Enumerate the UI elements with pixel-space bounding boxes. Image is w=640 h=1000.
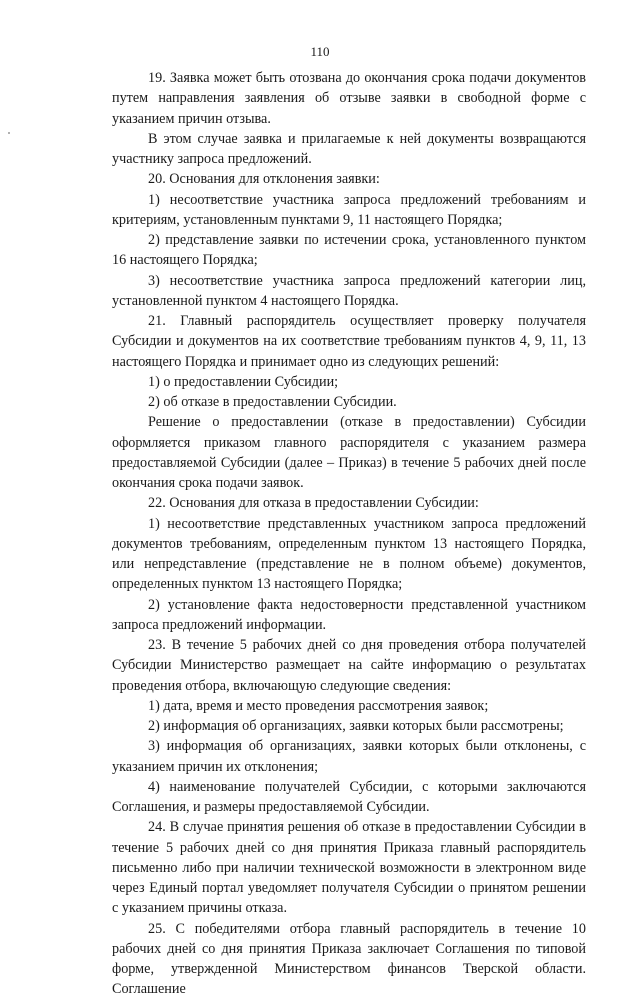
document-body [112, 68, 586, 1000]
paragraph-23-item-2: 2) информация об организациях, заявки которых были рассмотрены; [148, 718, 564, 734]
paragraph-22-item-1: 1) несоответствие представленных участником запроса предложений документов требованиям, определенным пунктом 13 настоящего Порядка, или непредставление (представление не в полном объеме) документов, определенных пунктом 13 настоящего Порядка; [112, 515, 586, 593]
paragraph-25: 25. С победителями отбора главный распорядитель в течение 10 рабочих дней со дня принятия Приказа заключает Соглашения по типовой форме, утвержденной Министерством финансов Тверской области. Соглашение [112, 920, 586, 998]
paragraph-21-item-2: 2) об отказе в предоставлении Субсидии. [148, 394, 397, 410]
paragraph-23-item-3: 3) информация об организациях, заявки которых были отклонены, с указанием причин их отклонения; [112, 738, 586, 775]
paragraph-21-item-1: 1) о предоставлении Субсидии; [148, 373, 339, 390]
paragraph-22-item-2: 2) установление факта недостоверности представленной участником запроса предложений информации. [112, 596, 586, 633]
paragraph-21-decision: Решение о предоставлении (отказе в предоставлении) Субсидии оформляется приказом главного распорядителя с указанием размера предоставляемой Субсидии (далее – Приказ) в течение 5 рабочих дней после окончания срока подачи заявок. [112, 414, 586, 491]
paragraph-20-item-2: 2) представление заявки по истечении срока, установленного пунктом 16 настоящего Порядка; [112, 232, 586, 269]
paragraph-20-item-3: 3) несоответствие участника запроса предложений категории лиц, установленной пунктом 4 настоящего Порядка. [112, 272, 586, 309]
paragraph-21: 21. Главный распорядитель осуществляет проверку получателя Субсидии и документов на их соответствие требованиям пунктов 4, 9, 11, 13 настоящего Порядка и принимает одно из следующих решений: [112, 313, 586, 370]
paragraph-20-heading: 20. Основания для отклонения заявки: [148, 171, 380, 188]
paragraph-19-return: В этом случае заявка и прилагаемые к ней документы возвращаются участнику запроса предложений. [112, 130, 586, 167]
paragraph-22-heading: 22. Основания для отказа в предоставлении Субсидии: [148, 495, 479, 512]
paragraph-23-item-1: 1) дата, время и место проведения рассмотрения заявок; [148, 697, 489, 714]
paragraph-24: 24. В случае принятия решения об отказе в предоставлении Субсидии в течение 5 рабочих дней со дня принятия Приказа главный распорядитель письменно либо при наличии технической возможности в электронном виде через Единый портал уведомляет получателя Субсидии о принятом решении с указанием причины отказа. [112, 819, 586, 917]
paragraph-19: 19. Заявка может быть отозвана до окончания срока подачи документов путем направления заявления об отзыве заявки в свободной форме с указанием причин отзыва. [112, 70, 586, 127]
page-number: 110 [310, 44, 330, 59]
paragraph-20-item-1: 1) несоответствие участника запроса предложений требованиям и критериям, установленным пунктами 9, 11 настоящего Порядка; [112, 191, 586, 228]
scan-speck [8, 132, 10, 134]
paragraph-23-item-4: 4) наименование получателей Субсидии, с которыми заключаются Соглашения, и размеры предоставляемой Субсидии. [112, 778, 586, 815]
paragraph-23: 23. В течение 5 рабочих дней со дня проведения отбора получателей Субсидии Министерство размещает на сайте информацию о результатах проведения отбора, включающую следующие сведения: [112, 637, 586, 694]
